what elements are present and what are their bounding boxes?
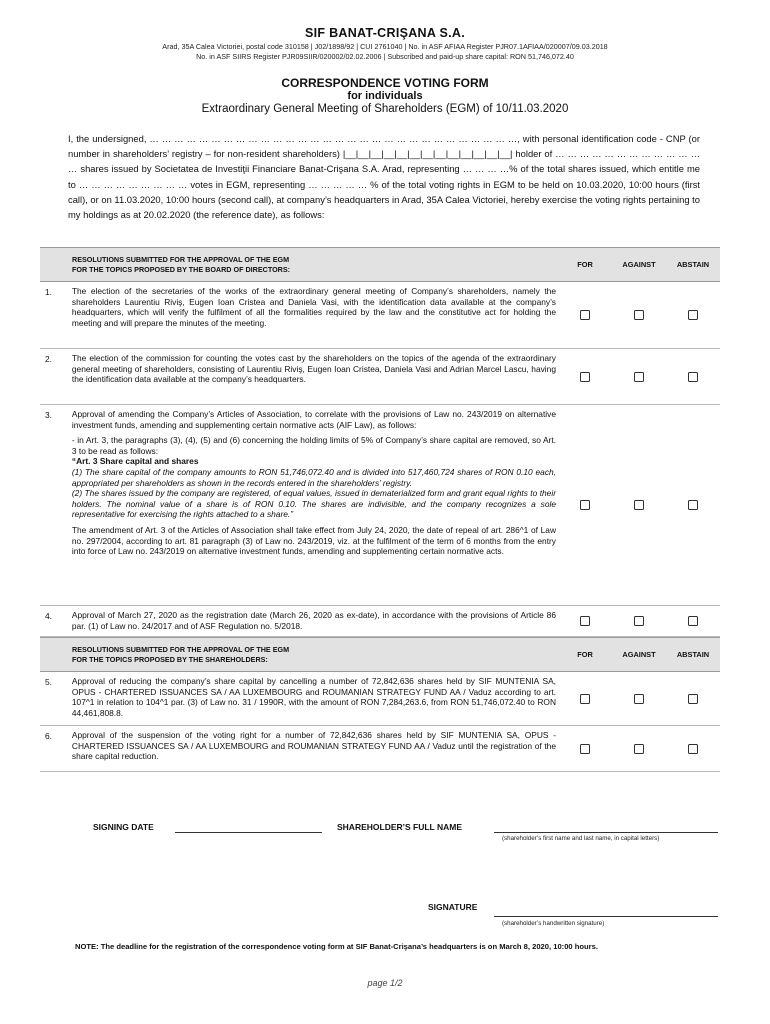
resolution-text xyxy=(72,606,558,636)
resolutions-table xyxy=(40,247,720,772)
shareholder-name-hint: (shareholder’s first name and last name, in capital letters) xyxy=(502,835,660,842)
column-header-against: AGAINST xyxy=(622,260,656,269)
resolution-text xyxy=(72,349,558,404)
article-title: “Art. 3 Share capital and shares xyxy=(71,456,199,467)
article-clause: (1) The share capital of the company amounts to RON 51,746,072.40 and is divided into 517,460,724 shares of RON 0.10 each, appropriated per shareholders as shown in the records entered in the shareholders’ registry. xyxy=(71,466,556,488)
shareholder-name-field[interactable] xyxy=(494,820,718,833)
section-header-shareholders xyxy=(40,637,720,672)
resolution-number: 6. xyxy=(45,731,52,741)
column-header-abstain: ABSTAIN xyxy=(676,650,710,659)
column-header-for: FOR xyxy=(577,650,593,659)
vote-against-checkbox[interactable] xyxy=(634,694,644,704)
resolution-number: 4. xyxy=(45,611,52,621)
vote-options xyxy=(558,672,720,725)
form-subtitle: for individuals xyxy=(347,90,423,102)
vote-options xyxy=(558,606,720,636)
resolution-text xyxy=(72,405,558,605)
intro-paragraph: I, the undersigned, … … … … … … … … … … … … … … … … … … … … … … … … … … … … … …, with personal identification code - CNP (or number in shareholders’ registry – for non-resident shareholders) |__|__|__|__|__|__|__|__|__|__|__|__|__| holder of … … … … … … … … … … … … … shares issued by Societatea de Investiţii Financiare Banat-Crişana S.A. Arad, representing … … … …% of the total shares issued, which entitle me to … … … … … … … … … votes in EGM, representing … … … … … % of the total voting rights in EGM to be held on 10.03.2020, 10:00 hours (first call), or on 11.03.2020, 10:00 hours (second call), at company’s headquarters in Arad, 35A Calea Victoriei, hereby exercise the voting rights pertaining to my holdings as at 20.02.2020 (the reference date), as follows: xyxy=(68,133,700,221)
resolution-paragraph: Approval of March 27, 2020 as the registration date (March 26, 2020 as ex-date), in accordance with the provisions of Article 86 par. (1) of Law no. 24/2017 and of ASF Regulation no. 5/2018. xyxy=(71,610,556,631)
vote-for-checkbox[interactable] xyxy=(580,500,590,510)
column-header-against: AGAINST xyxy=(622,650,656,659)
vote-abstain-checkbox[interactable] xyxy=(688,694,698,704)
amendment-intro: - in Art. 3, the paragraphs (3), (4), (5) and (6) concerning the holding limits of 5% of Company’s share capital are removed, so Art. 3 to be read as follows: xyxy=(71,435,556,456)
company-name: SIF BANAT-CRIŞANA S.A. xyxy=(304,26,466,40)
section-heading-line-1: RESOLUTIONS SUBMITTED FOR THE APPROVAL OF THE EGM xyxy=(72,644,290,654)
resolution-paragraph: Approval of the suspension of the voting right for a number of 72,842,636 shares held by SIF MUNTENIA SA, OPUS - CHARTERED ISSUANCES SA / AA LUXEMBOURG and ROUMANIAN STRATEGY FUND AA / Vaduz until the registration of the share capital reduction. xyxy=(71,730,556,762)
resolution-paragraph: The election of the commission for counting the votes cast by the shareholders on the topics of the agenda of the extraordinary general meeting of shareholders, consisting of Laurentiu Riviş, Eugen Ioan Cristea, Daniela Vasi and Adrian Marcel Lascu, having the identification data available at the company’s headquarters. xyxy=(71,353,556,385)
signing-date-field[interactable] xyxy=(175,820,322,833)
resolution-number: 5. xyxy=(45,677,52,687)
signature-field[interactable] xyxy=(494,904,718,917)
vote-against-checkbox[interactable] xyxy=(634,744,644,754)
section-header-board xyxy=(40,247,720,282)
signature-label: SIGNATURE xyxy=(428,902,478,912)
resolution-row-2 xyxy=(40,349,720,405)
section-heading xyxy=(40,255,558,275)
vote-for-checkbox[interactable] xyxy=(580,744,590,754)
vote-for-checkbox[interactable] xyxy=(580,310,590,320)
company-address-line-2: No. in ASF SIIRS Register PJR09SIIR/020002/02.02.2006 | Subscribed and paid-up share capital: RON 51,746,072.40 xyxy=(196,52,574,61)
vote-abstain-checkbox[interactable] xyxy=(688,744,698,754)
vote-for-checkbox[interactable] xyxy=(580,694,590,704)
resolution-number: 3. xyxy=(45,410,52,420)
vote-abstain-checkbox[interactable] xyxy=(688,500,698,510)
vote-options xyxy=(558,405,720,605)
vote-for-checkbox[interactable] xyxy=(580,372,590,382)
resolution-row-6 xyxy=(40,726,720,772)
vote-for-checkbox[interactable] xyxy=(580,616,590,626)
vote-options xyxy=(558,726,720,771)
resolution-text xyxy=(72,282,558,348)
intro-declaration xyxy=(68,131,700,222)
vote-options xyxy=(558,349,720,404)
resolution-text xyxy=(72,726,558,771)
form-title: CORRESPONDENCE VOTING FORM xyxy=(281,76,489,90)
resolution-paragraph: The election of the secretaries of the works of the extraordinary general meeting of Company’s shareholders, namely the shareholders Laurentiu Riviş, Eugen Ioan Cristea and Daniela Vasi, with the identification data available at the company’s headquarters, which will verify the fulfilment of all the formalities required by the law and the constitutive act for holding the meeting and will prepare the minutes of the meeting. xyxy=(71,286,556,328)
page-number: page 1/2 xyxy=(367,978,403,988)
section-heading-line-2: FOR THE TOPICS PROPOSED BY THE BOARD OF DIRECTORS: xyxy=(72,264,291,274)
column-header-abstain: ABSTAIN xyxy=(676,260,710,269)
vote-against-checkbox[interactable] xyxy=(634,310,644,320)
vote-against-checkbox[interactable] xyxy=(634,500,644,510)
company-address-line-1: Arad, 35A Calea Victoriei, postal code 310158 | J02/1898/92 | CUI 2761040 | No. in ASF AFIAA Register PJR07.1AFIAA/020007/09.03.2018 xyxy=(162,42,608,51)
vote-against-checkbox[interactable] xyxy=(634,372,644,382)
resolution-row-5 xyxy=(40,672,720,726)
resolution-paragraph: Approval of reducing the company’s share capital by cancelling a number of 72,842,636 shares held by SIF MUNTENIA SA, OPUS - CHARTERED ISSUANCES SA / AA LUXEMBOURG and ROUMANIAN STRATEGY FUND AA / Vaduz according to art. 107^1 in relation to 104^1 par. (3) of Law no. 31 / 1990R, with the amount of RON 7,284,263.6, from RON 51,746,072.40 to RON 44,461,808.8. xyxy=(71,676,556,718)
resolution-row-1 xyxy=(40,282,720,349)
resolution-row-4 xyxy=(40,606,720,637)
article-clause: (2) The shares issued by the company are registered, of equal values, issued in dematerialized form and grant equal rights to their holders. The nominal value of a share is of RON 0.10. The shares are indivisible, and the company recognizes a sole representative for exercising the rights attached to a share.” xyxy=(71,488,556,520)
vote-abstain-checkbox[interactable] xyxy=(688,310,698,320)
signing-date-label: SIGNING DATE xyxy=(93,822,154,832)
vote-options xyxy=(558,282,720,348)
shareholder-name-label: SHAREHOLDER’S FULL NAME xyxy=(337,822,462,832)
resolution-paragraph: Approval of amending the Company’s Articles of Association, to correlate with the provisions of Law no. 243/2019 on alternative investment funds, amending and supplementing certain normative acts (AIF Law), as follows: xyxy=(71,409,556,430)
vote-abstain-checkbox[interactable] xyxy=(688,616,698,626)
resolution-paragraph xyxy=(72,435,556,520)
resolution-paragraph: The amendment of Art. 3 of the Articles of Association shall take effect from July 24, 2020, the date of repeal of art. 286^1 of Law no. 297/2004, according to art. 81 paragraph (3) of Law no. 243/2019, viz. at the fulfilment of the term of 6 months from the entry into force of Law no. 243/2019 on alternative investment funds, amending and supplementing certain normative acts. xyxy=(71,524,556,557)
resolution-number: 1. xyxy=(45,287,52,297)
resolution-row-3 xyxy=(40,405,720,606)
column-header-for: FOR xyxy=(577,260,593,269)
section-heading xyxy=(40,645,558,665)
deadline-note: NOTE: The deadline for the registration of the correspondence voting form at SIF Banat-Crişana’s headquarters is on March 8, 2020, 10:00 hours. xyxy=(75,942,598,951)
section-heading-line-2: FOR THE TOPICS PROPOSED BY THE SHAREHOLDERS: xyxy=(72,654,268,664)
vote-against-checkbox[interactable] xyxy=(634,616,644,626)
resolution-text xyxy=(72,672,558,725)
meeting-title: Extraordinary General Meeting of Shareholders (EGM) of 10/11.03.2020 xyxy=(201,103,569,115)
section-heading-line-1: RESOLUTIONS SUBMITTED FOR THE APPROVAL OF THE EGM xyxy=(72,254,290,264)
resolution-number: 2. xyxy=(45,354,52,364)
signature-hint: (shareholder’s handwritten signature) xyxy=(502,920,605,927)
vote-abstain-checkbox[interactable] xyxy=(688,372,698,382)
